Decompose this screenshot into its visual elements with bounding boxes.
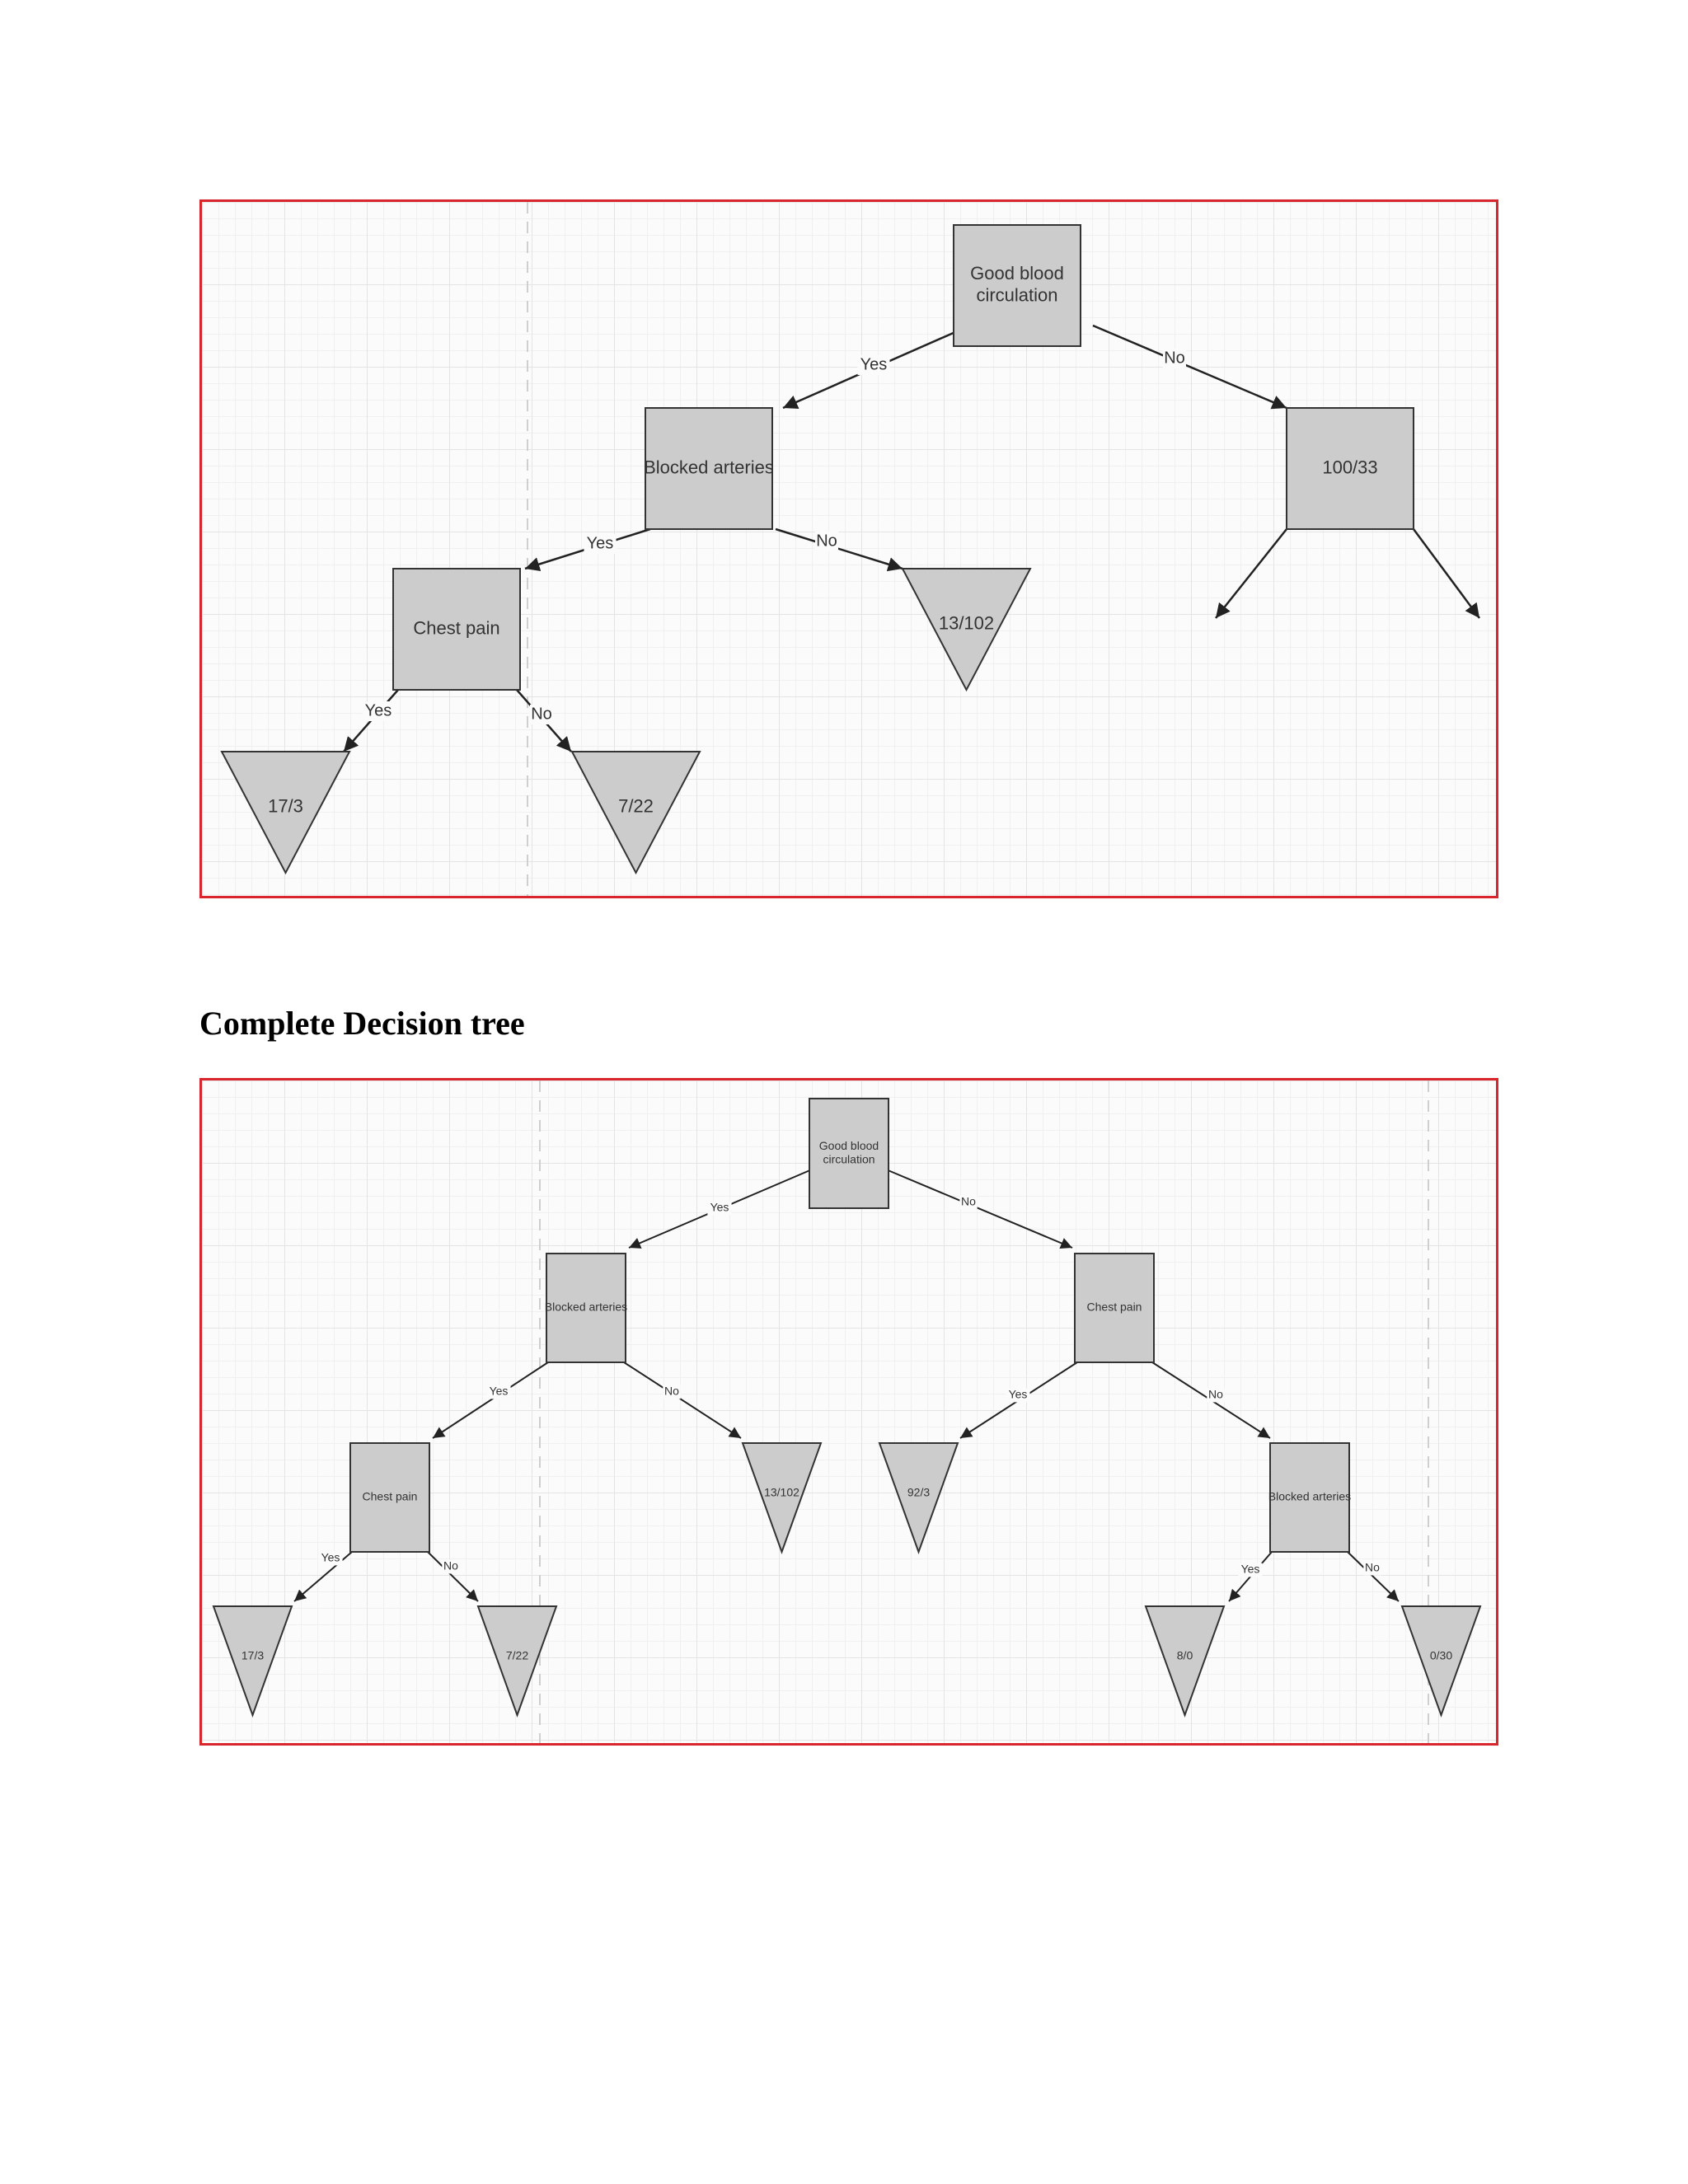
decision-node-blocked-arteries-left	[545, 1254, 627, 1362]
edge-arrow	[624, 1362, 741, 1438]
edge-label-yes: Yes	[1008, 1387, 1028, 1401]
partial-tree-diagram	[199, 199, 1498, 898]
node-label: 7/22	[505, 1648, 529, 1662]
edge-good-blood-circulation-to-chest-pain-right	[886, 1169, 1072, 1248]
node-label: 13/102	[764, 1485, 799, 1499]
edge-chest-pain-left-to-17-3	[294, 1551, 352, 1601]
partial-tree-canvas	[202, 202, 1498, 898]
decision-node-good-blood-circulation	[809, 1099, 889, 1208]
leaf-node-7-22	[572, 752, 700, 873]
edge-arrow	[1093, 326, 1287, 408]
node-label: 17/3	[241, 1648, 265, 1662]
edge-label-no: No	[1365, 1560, 1380, 1574]
edge-label-yes: Yes	[860, 355, 888, 374]
complete-tree-diagram	[199, 1078, 1498, 1746]
edge-label-no: No	[531, 705, 552, 724]
decision-node-chest-pain-left	[350, 1443, 429, 1552]
leaf-node-0-30	[1402, 1606, 1480, 1715]
edge-chest-pain-to-7-22	[517, 690, 571, 752]
leaf-node-92-3	[879, 1443, 958, 1552]
edge-arrow	[1348, 1552, 1399, 1601]
node-label: 0/30	[1429, 1648, 1453, 1662]
node-label: Blocked arteries	[644, 457, 774, 478]
edge-chest-pain-left-to-7-22	[428, 1552, 478, 1601]
edge-blocked-arteries-right-to-8-0	[1229, 1552, 1272, 1601]
node-label: 17/3	[268, 795, 303, 817]
leaf-node-13-102	[903, 569, 1030, 690]
decision-node-chest-pain	[393, 569, 520, 690]
edge-label-yes: Yes	[364, 701, 392, 720]
edge-label-no: No	[816, 532, 837, 551]
edge-blocked-arteries-left-to-13-102	[624, 1362, 741, 1438]
node-label: Chest pain	[1086, 1300, 1142, 1314]
leaf-node-8-0	[1146, 1606, 1224, 1715]
edge-arrow	[776, 529, 903, 569]
edge-label-no: No	[1208, 1387, 1223, 1401]
edge-label-yes: Yes	[489, 1384, 509, 1398]
section-heading: Complete Decision tree	[199, 1005, 525, 1042]
decision-node-blocked-arteries-right	[1268, 1443, 1351, 1552]
node-label: Chest pain	[362, 1489, 418, 1503]
edge-label-yes: Yes	[1240, 1562, 1260, 1576]
edge-arrow	[1216, 529, 1287, 618]
edge-chest-pain-to-17-3	[344, 690, 398, 752]
node-label: 7/22	[618, 795, 654, 817]
edge-label-yes: Yes	[586, 534, 614, 553]
edge-100-33-to-unexpanded	[1414, 529, 1479, 618]
decision-node-blocked-arteries	[644, 408, 774, 529]
edge-label-no: No	[961, 1194, 976, 1208]
edge-blocked-arteries-to-13-102	[776, 529, 903, 569]
node-label: 100/33	[1322, 457, 1378, 478]
leaf-node-13-102	[743, 1443, 821, 1552]
decision-node-good-blood-circulation	[954, 225, 1081, 346]
edge-good-blood-circulation-to-blocked-arteries-left	[629, 1169, 812, 1248]
node-label: Good blood	[970, 263, 1064, 284]
edge-blocked-arteries-right-to-0-30	[1348, 1552, 1399, 1601]
edge-good-blood-circulation-to-100-33	[1093, 326, 1287, 408]
leaf-node-7-22	[478, 1606, 556, 1715]
leaf-node-17-3	[213, 1606, 292, 1715]
edge-label-no: No	[664, 1384, 679, 1398]
node-label: circulation	[823, 1152, 875, 1166]
decision-node-100-33	[1287, 408, 1414, 529]
edge-arrow	[1414, 529, 1479, 618]
edge-good-blood-circulation-to-blocked-arteries	[783, 326, 970, 408]
edge-blocked-arteries-to-chest-pain	[525, 529, 650, 569]
leaf-node-17-3	[222, 752, 349, 873]
node-label: Chest pain	[413, 617, 500, 639]
decision-node-chest-pain-right	[1075, 1254, 1154, 1362]
edge-chest-pain-right-to-blocked-arteries-right	[1152, 1362, 1270, 1438]
edge-arrow	[433, 1362, 548, 1438]
node-label: Good blood	[818, 1138, 879, 1152]
node-label: Blocked arteries	[1268, 1489, 1352, 1503]
edge-arrow	[886, 1169, 1072, 1248]
edge-label-yes: Yes	[710, 1200, 729, 1214]
node-label: 13/102	[938, 612, 995, 634]
node-label: 92/3	[907, 1485, 931, 1499]
node-label: circulation	[976, 284, 1058, 306]
edge-label-yes: Yes	[321, 1550, 340, 1564]
edge-label-no: No	[1164, 349, 1185, 368]
edge-100-33-to-unexpanded	[1216, 529, 1287, 618]
node-label: Blocked arteries	[544, 1300, 628, 1314]
complete-tree-canvas	[202, 1080, 1498, 1746]
edge-chest-pain-right-to-92-3	[960, 1362, 1077, 1438]
edge-label-no: No	[443, 1558, 458, 1572]
node-label: 8/0	[1176, 1648, 1193, 1662]
edge-blocked-arteries-left-to-chest-pain-left	[433, 1362, 548, 1438]
